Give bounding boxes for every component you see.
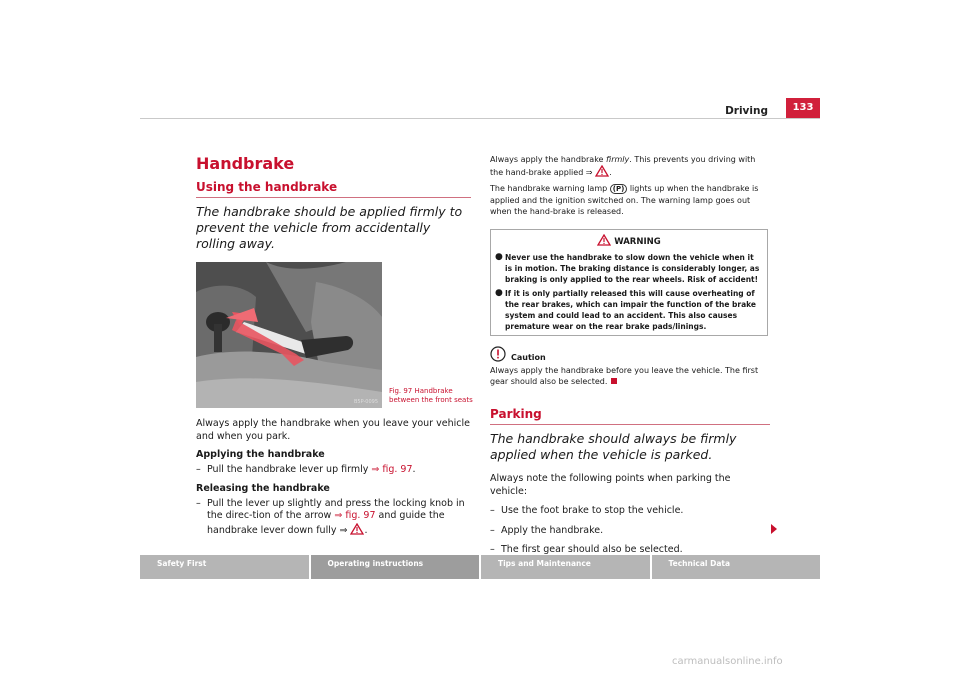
tab-tips-and-maintenance[interactable]: Tips and Maintenance <box>481 555 650 579</box>
warning-title: WARNING <box>614 237 661 247</box>
warning-box <box>490 229 768 336</box>
caution-exclamation-icon <box>490 346 506 362</box>
section-end-mark <box>611 378 617 384</box>
warning-triangle-icon <box>597 234 611 246</box>
warning-triangle-icon[interactable] <box>595 165 609 177</box>
applying-heading: Applying the handbrake <box>196 449 325 460</box>
figure <box>196 262 471 408</box>
releasing-heading: Releasing the handbrake <box>196 482 330 494</box>
firmly-paragraph: Always apply the handbrake firmly. This prevents you driving with the hand-brake applied ⇒ . <box>490 155 756 177</box>
right-column <box>490 150 770 557</box>
caution-title: Caution <box>511 353 546 362</box>
left-column <box>196 150 471 537</box>
running-header-title: Driving <box>725 105 768 117</box>
parking-lead: The handbrake should always be firmly applied when the vehicle is parked. <box>490 431 737 462</box>
release-step: – Pull the lever up slightly and press the locking knob in the direc-tion of the arrow ⇒ fig. 97 and guide the handbrake lever down fully ⇒ . <box>196 497 465 536</box>
release-step-text-a: Pull the lever up slightly and press the locking knob in the direc-tion of the arrow <box>207 497 465 521</box>
watermark: carmanualsonline.info <box>672 656 783 667</box>
warning-bullet: ● Never use the handbrake to slow down the vehicle when it is in motion. The braking distance is considerably longer, as braking is only applied to the rear wheels. Risk of accident! <box>495 252 760 284</box>
handbrake-illustration <box>196 262 382 408</box>
footer-nav <box>140 555 820 579</box>
figure-caption: Fig. 97 Handbrake between the front seats <box>389 387 473 404</box>
caution-text: Always apply the handbrake before you leave the vehicle. The first gear should also be selected. <box>490 366 759 386</box>
warning-triangle-icon[interactable] <box>350 523 364 535</box>
handbrake-photo <box>196 262 382 408</box>
parking-title: Parking <box>490 407 770 425</box>
caution-header <box>490 346 770 362</box>
section-title: Handbrake <box>196 154 295 173</box>
tab-safety-first[interactable]: Safety First <box>140 555 309 579</box>
next-page-arrow-icon[interactable] <box>771 524 777 534</box>
warning-bullet: ● If it is only partially released this will cause overheating of the rear brakes, which can impair the function of the brake system and could lead to an accident. This also causes premature wear on the rear brake pads/linings. <box>495 288 757 331</box>
release-step-text-b: and guide the handbrake lever down fully <box>207 510 445 536</box>
warning-lamp-paragraph: The handbrake warning lamp (P) lights up when the handbrake is applied and the ignition switched on. The warning lamp goes out when the hand-brake is released. <box>490 184 759 216</box>
parking-step: – Use the foot brake to stop the vehicle. <box>490 505 684 516</box>
parking-step: – Apply the handbrake. <box>490 524 604 536</box>
apply-step: – Pull the handbrake lever up firmly ⇒ fig. 97. <box>196 464 416 475</box>
parking-step: – The first gear should also be selected. <box>490 544 683 555</box>
figure-ref-link[interactable]: fig. 97 <box>345 510 376 521</box>
section-lead: The handbrake should be applied firmly to prevent the vehicle from accidentally rolling away. <box>196 204 463 251</box>
parking-intro: Always note the following points when parking the vehicle: <box>490 473 731 497</box>
apply-step-text: Pull the handbrake lever up firmly <box>207 464 369 475</box>
handbrake-lamp-icon: (P) <box>610 184 628 194</box>
warning-header <box>495 230 763 249</box>
tab-technical-data[interactable]: Technical Data <box>652 555 821 579</box>
page-number: 133 <box>786 98 820 118</box>
subsection-title: Using the handbrake <box>196 180 471 198</box>
figure-id: B5P-0095 <box>353 399 378 405</box>
intro-paragraph: Always apply the handbrake when you leave your vehicle and when you park. <box>196 418 470 442</box>
tab-operating-instructions[interactable]: Operating instructions <box>311 555 480 579</box>
header-rule <box>140 118 820 119</box>
figure-ref-link[interactable]: fig. 97 <box>382 464 413 475</box>
